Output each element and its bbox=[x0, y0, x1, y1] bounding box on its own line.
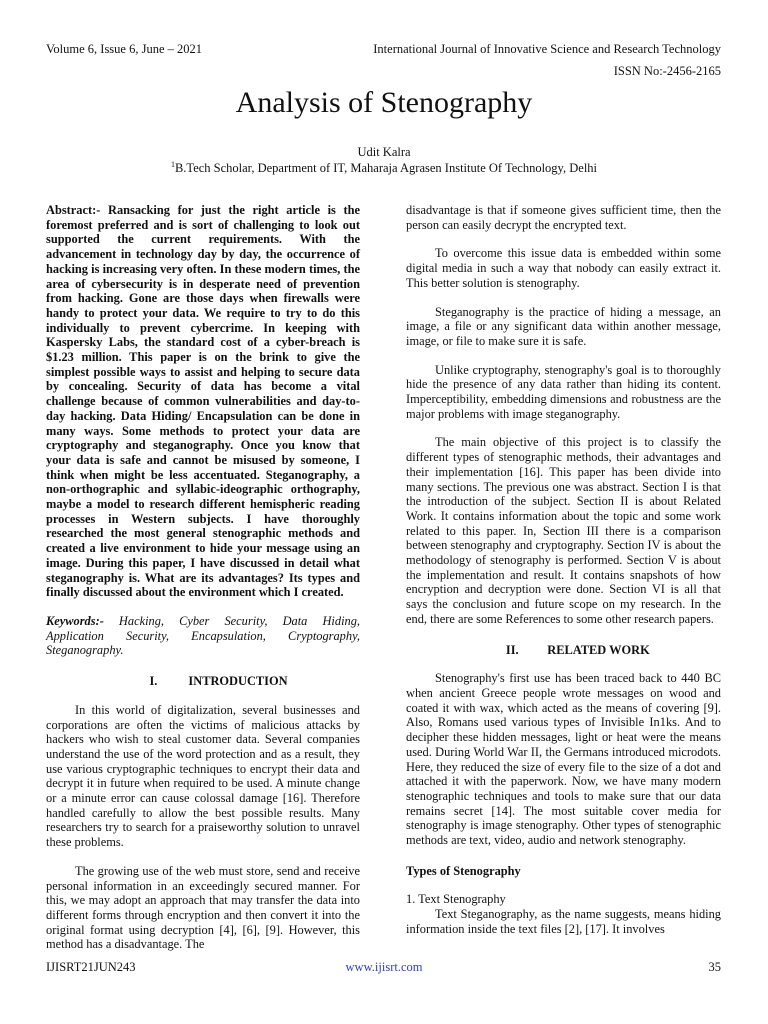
intro-paragraph-1: In this world of digitalization, several businesses and corporations are often the victims of malicious attacks by hackers who wish to steal customer data. Several companies understand the use of the word protection and as a result, they use various cryptographic techniques to encrypt their data and decrypt it in future when required to be used. A minute change or a minute error can cause colossal damage [16]. Therefore handled carefully to allow the best possible results. Many researchers try to search for a praiseworthy solution to unravel these problems. bbox=[46, 702, 360, 850]
abstract-text: Ransacking for just the right article is the foremost preferred and is sort of challenging to look out supported the current requirements. With the advancement in technology day by day, the occurrence of hacking is increasing very often. In these modern times, the area of cybersecurity is in desperate need of prevention from hacking. Gone are those days when firewalls were handy to protect your data. We require to try to do this individually to prevent cybercrime. In keeping with Kaspersky Labs, the standard cost of a cyber-breach is $1.23 million. This paper is on the brink to give the simplest possible ways to assist and helping to secure data by concealing. Security of data has become a vital challenge because of common vulnerabilities and day-to-day hacking. Data Hiding/ Encapsulation can be done in many ways. Some methods to protect your data are cryptography and steganography. Once you know that your data is safe and cannot be misused by someone, I think when might be less accentuated. Steganography, a non-orthographic and syllabic-ideographic orthography, maybe a model to research different hemispheric reading processes in Western subjects. I have thoroughly researched the most general stenographic methods and created a live environment to hide your message using an image. During this paper, I have discussed in detail what steganography is. What are its advantages? Its types and finally discussed about the environment which I created. bbox=[46, 203, 360, 600]
keywords-label: Keywords:- bbox=[46, 613, 104, 628]
intro-paragraph-continued: disadvantage is that if someone gives sufficient time, then the person can easily decrypt the encrypted text. bbox=[406, 203, 721, 232]
footer-code: IJISRT21JUN243 bbox=[46, 960, 136, 974]
footer-url-link[interactable]: www.ijisrt.com bbox=[345, 960, 423, 974]
section-heading-related-work bbox=[406, 643, 721, 658]
list-item-text-stenography: 1. Text Stenography bbox=[406, 892, 506, 907]
section-title: RELATED WORK bbox=[547, 642, 650, 657]
affiliation-marker: 1 bbox=[170, 160, 175, 169]
intro-paragraph-2: The growing use of the web must store, send and receive personal information in an exceedingly secured manner. For this, we may adopt an approach that may transfer the data into different forms through encryption and then convert it into the original format using decryption [4], [6], [9]. However, this method has a disadvantage. The bbox=[46, 863, 360, 952]
header-issn: ISSN No:-2456-2165 bbox=[613, 64, 721, 78]
right-column bbox=[406, 203, 721, 937]
keywords bbox=[46, 614, 360, 658]
author-affiliation bbox=[0, 160, 768, 176]
section-title: INTRODUCTION bbox=[188, 674, 288, 689]
keywords-text: Hacking, Cyber Security, Data Hiding, Application Security, Encapsulation, Cryptography, Steganography. bbox=[46, 613, 360, 658]
intro-paragraph-5: Unlike cryptography, stenography's goal is to thoroughly hide the presence of any data rather than hiding its content. Imperceptibility, embedding dimensions and robustness are the major problems with image steganography. bbox=[406, 362, 721, 421]
affiliation-text: B.Tech Scholar, Department of IT, Maharaja Agrasen Institute Of Technology, Delhi bbox=[174, 161, 598, 176]
page-number: 35 bbox=[708, 960, 721, 974]
left-column bbox=[46, 203, 360, 952]
intro-paragraph-3: To overcome this issue data is embedded within some digital media in such a way that nobody can easily extract it. This better solution is stenography. bbox=[406, 246, 721, 290]
related-work-paragraph: Stenography's first use has been traced back to 440 BC when ancient Greece people wrote messages on wood and coated it with wax, which acted as the means of covering [9]. Also, Romans used various types of Invisible In1ks. And to decipher these hidden messages, light or heat were the means used. During World War II, the Germans introduced microdots. Here, they reduced the size of every file to the size of a dot and attached it with the paperwork. Now, we have many modern stenographic techniques and tools to make sure that our data remains secret [14]. The most suitable cover media for stenography is image stenography. Other types of stenographic methods are text, video, audio and network stenography. bbox=[406, 671, 721, 848]
section-heading-introduction bbox=[46, 674, 360, 689]
intro-paragraph-4: Steganography is the practice of hiding a message, an image, a file or any significant data within another message, image, or file to make sure it is safe. bbox=[406, 304, 721, 348]
section-number: I. bbox=[149, 674, 158, 689]
abstract-label: Abstract:- bbox=[46, 203, 101, 217]
paper-title: Analysis of Stenography bbox=[235, 86, 533, 119]
header-journal: International Journal of Innovative Science and Research Technology bbox=[373, 42, 721, 56]
author-name: Udit Kalra bbox=[357, 145, 411, 159]
text-stenography-paragraph: Text Steganography, as the name suggests, means hiding information inside the text files [2], [17]. It involves bbox=[406, 907, 721, 936]
abstract bbox=[46, 203, 360, 600]
intro-paragraph-6: The main objective of this project is to classify the different types of stenographic methods, their advantages and their implementation [16]. This paper has been divide into many sections. The previous one was abstract. Section I is that the introduction of the subject. Section II is about Related Work. It contains information about the topic and some work related to this paper. In, Section III there is a comparison between stenography and cryptography. Section IV is about the methodology of stenography is performed. Section V is about the implementation and result. It contains snapshots of how encryption and decryption were done. Section VI is all that says the conclusion and future scope on my research. In the end, there are some References to some other research papers. bbox=[406, 435, 721, 626]
section-number: II. bbox=[505, 642, 519, 657]
header-volume: Volume 6, Issue 6, June – 2021 bbox=[46, 42, 203, 56]
subheading-types: Types of Stenography bbox=[406, 863, 521, 878]
